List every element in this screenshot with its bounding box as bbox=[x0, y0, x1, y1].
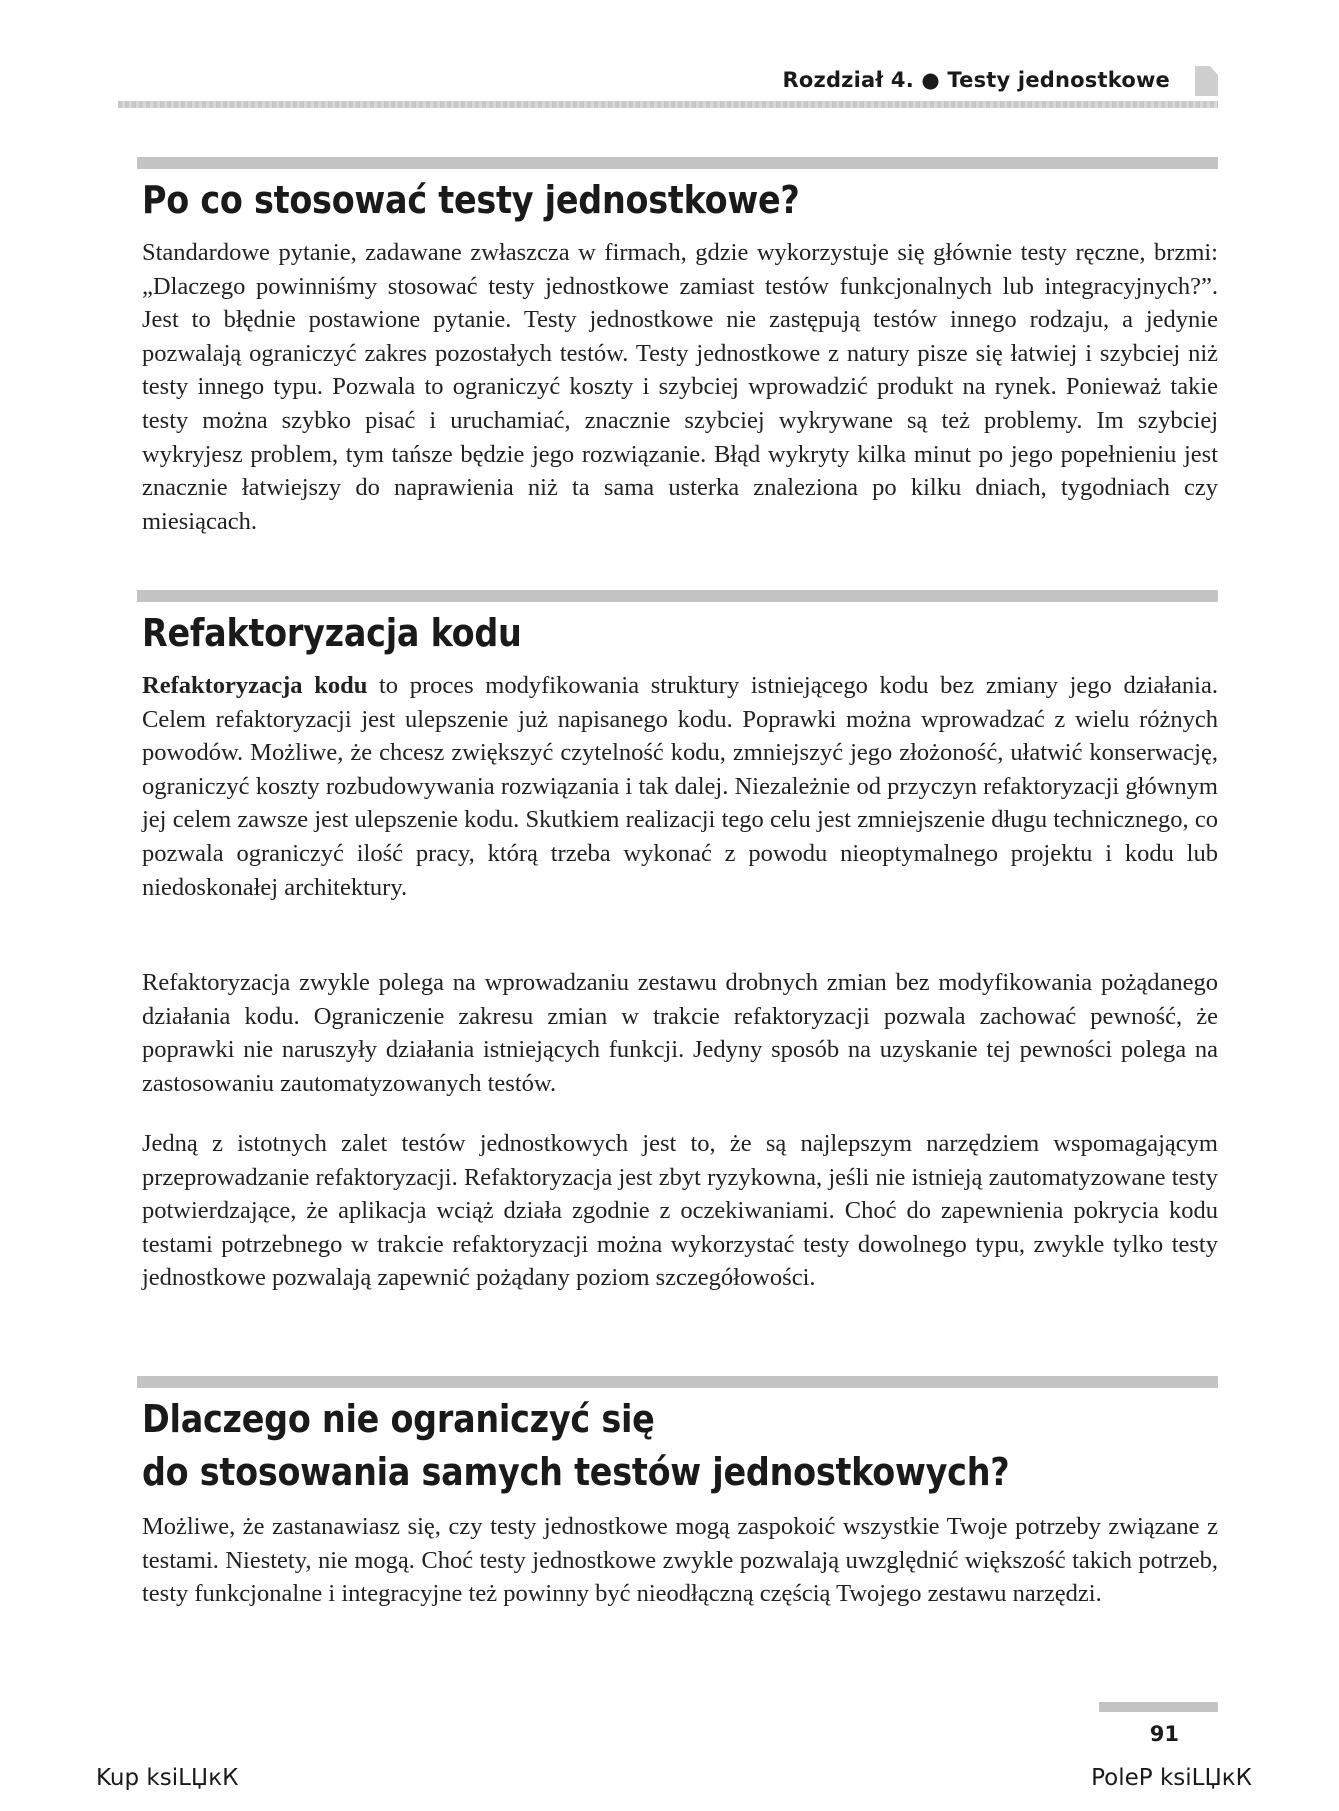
page-number-rule bbox=[1099, 1702, 1218, 1712]
page-corner-tab bbox=[1195, 66, 1218, 96]
page-number: 91 bbox=[1149, 1722, 1179, 1746]
section-heading: Refaktoryzacja kodu bbox=[142, 611, 522, 655]
body-paragraph: Możliwe, że zastanawiasz się, czy testy jednostkowe mogą zaspokoić wszystkie Twoje potrzeby związane z testami. Niestety, nie mogą. Choć testy jednostkowe zwykle pozwalają uwzględnić większość takich potrzeb, testy funkcjonalne i integracyjne też powinny być nieodłączną częścią Twojego zestawu narzędzi. bbox=[142, 1513, 1218, 1608]
body-paragraph bbox=[142, 669, 1218, 904]
section-divider bbox=[137, 590, 1218, 602]
recommend-book-link[interactable]: PoleP ksiLЏкК bbox=[1091, 1765, 1252, 1791]
header-rule bbox=[118, 101, 1218, 108]
section-divider bbox=[137, 157, 1218, 169]
section-divider bbox=[137, 1376, 1218, 1388]
body-text: to proces modyfikowania struktury istniejącego kodu bez zmiany jego działania. Celem refaktoryzacji jest ulepszenie już napisanego kodu. Poprawki można wprowadzać z wielu różnych powodów. Możliwe, że chcesz zwiększyć czytelność kodu, zmniejszyć jego złożoność, ułatwić konserwację, ograniczyć koszty rozbudowywania rozwiązania i tak dalej. Niezależnie od przyczyn refaktoryzacji głównym jej celem zawsze jest ulepszenie kodu. Skutkiem realizacji tego celu jest zmniejszenie długu technicznego, co pozwala ograniczyć ilość pracy, którą trzeba wykonać z powodu nieoptymalnego projektu i kodu lub niedoskonałej architektury. bbox=[142, 672, 1218, 901]
body-paragraph: Jedną z istotnych zalet testów jednostkowych jest to, że są najlepszym narzędziem wspomagającym przeprowadzanie refaktoryzacji. Refaktoryzacja jest zbyt ryzykowna, jeśli nie istnieją zautomatyzowane testy potwierdzające, że aplikacja wciąż działa zgodnie z oczekiwaniami. Choć do zapewnienia pokrycia kodu testami potrzebnego w trakcie refaktoryzacji można wykorzystać testy dowolnego typu, zwykle tylko testy jednostkowe pozwalają zapewnić pożądany poziom szczegółowości. bbox=[142, 1130, 1218, 1292]
term-bold: Refaktoryzacja kodu bbox=[142, 672, 368, 699]
body-paragraph: Refaktoryzacja zwykle polega na wprowadzaniu zestawu drobnych zmian bez modyfikowania pożądanego działania kodu. Ograniczenie zakresu zmian w trakcie refaktoryzacji pozwala zachować pewność, że poprawki nie naruszyły działania istniejących funkcji. Jedyny sposób na uzyskanie tej pewności polega na zastosowaniu zautomatyzowanych testów. bbox=[142, 969, 1218, 1097]
section-heading-line-1: Dlaczego nie ograniczyć się bbox=[142, 1397, 655, 1441]
running-header: Rozdział 4. ● Testy jednostkowe bbox=[782, 68, 1170, 92]
section-heading-line-2: do stosowania samych testów jednostkowych? bbox=[142, 1450, 1010, 1494]
body-paragraph: Standardowe pytanie, zadawane zwłaszcza w firmach, gdzie wykorzystuje się głównie testy ręczne, brzmi: „Dlaczego powinniśmy stosować testy jednostkowe zamiast testów funkcjonalnych lub integracyjnych?”. Jest to błędnie postawione pytanie. Testy jednostkowe nie zastępują testów innego rodzaju, a jedynie pozwalają ograniczyć zakres pozostałych testów. Testy jednostkowe z natury pisze się łatwiej i szybciej niż testy innego typu. Pozwala to ograniczyć koszty i szybciej wprowadzić produkt na rynek. Ponieważ takie testy można szybko pisać i uruchamiać, znacznie szybciej wykrywane są też problemy. Im szybciej wykryjesz problem, tym tańsze będzie jego rozwiązanie. Błąd wykryty kilka minut po jego popełnieniu jest znacznie łatwiejszy do naprawienia niż ta sama usterka znaleziona po kilku dniach, tygodniach czy miesiącach. bbox=[142, 239, 1218, 535]
buy-book-link[interactable]: Kup ksiLЏкК bbox=[96, 1765, 239, 1791]
section-heading: Po co stosować testy jednostkowe? bbox=[142, 178, 800, 222]
